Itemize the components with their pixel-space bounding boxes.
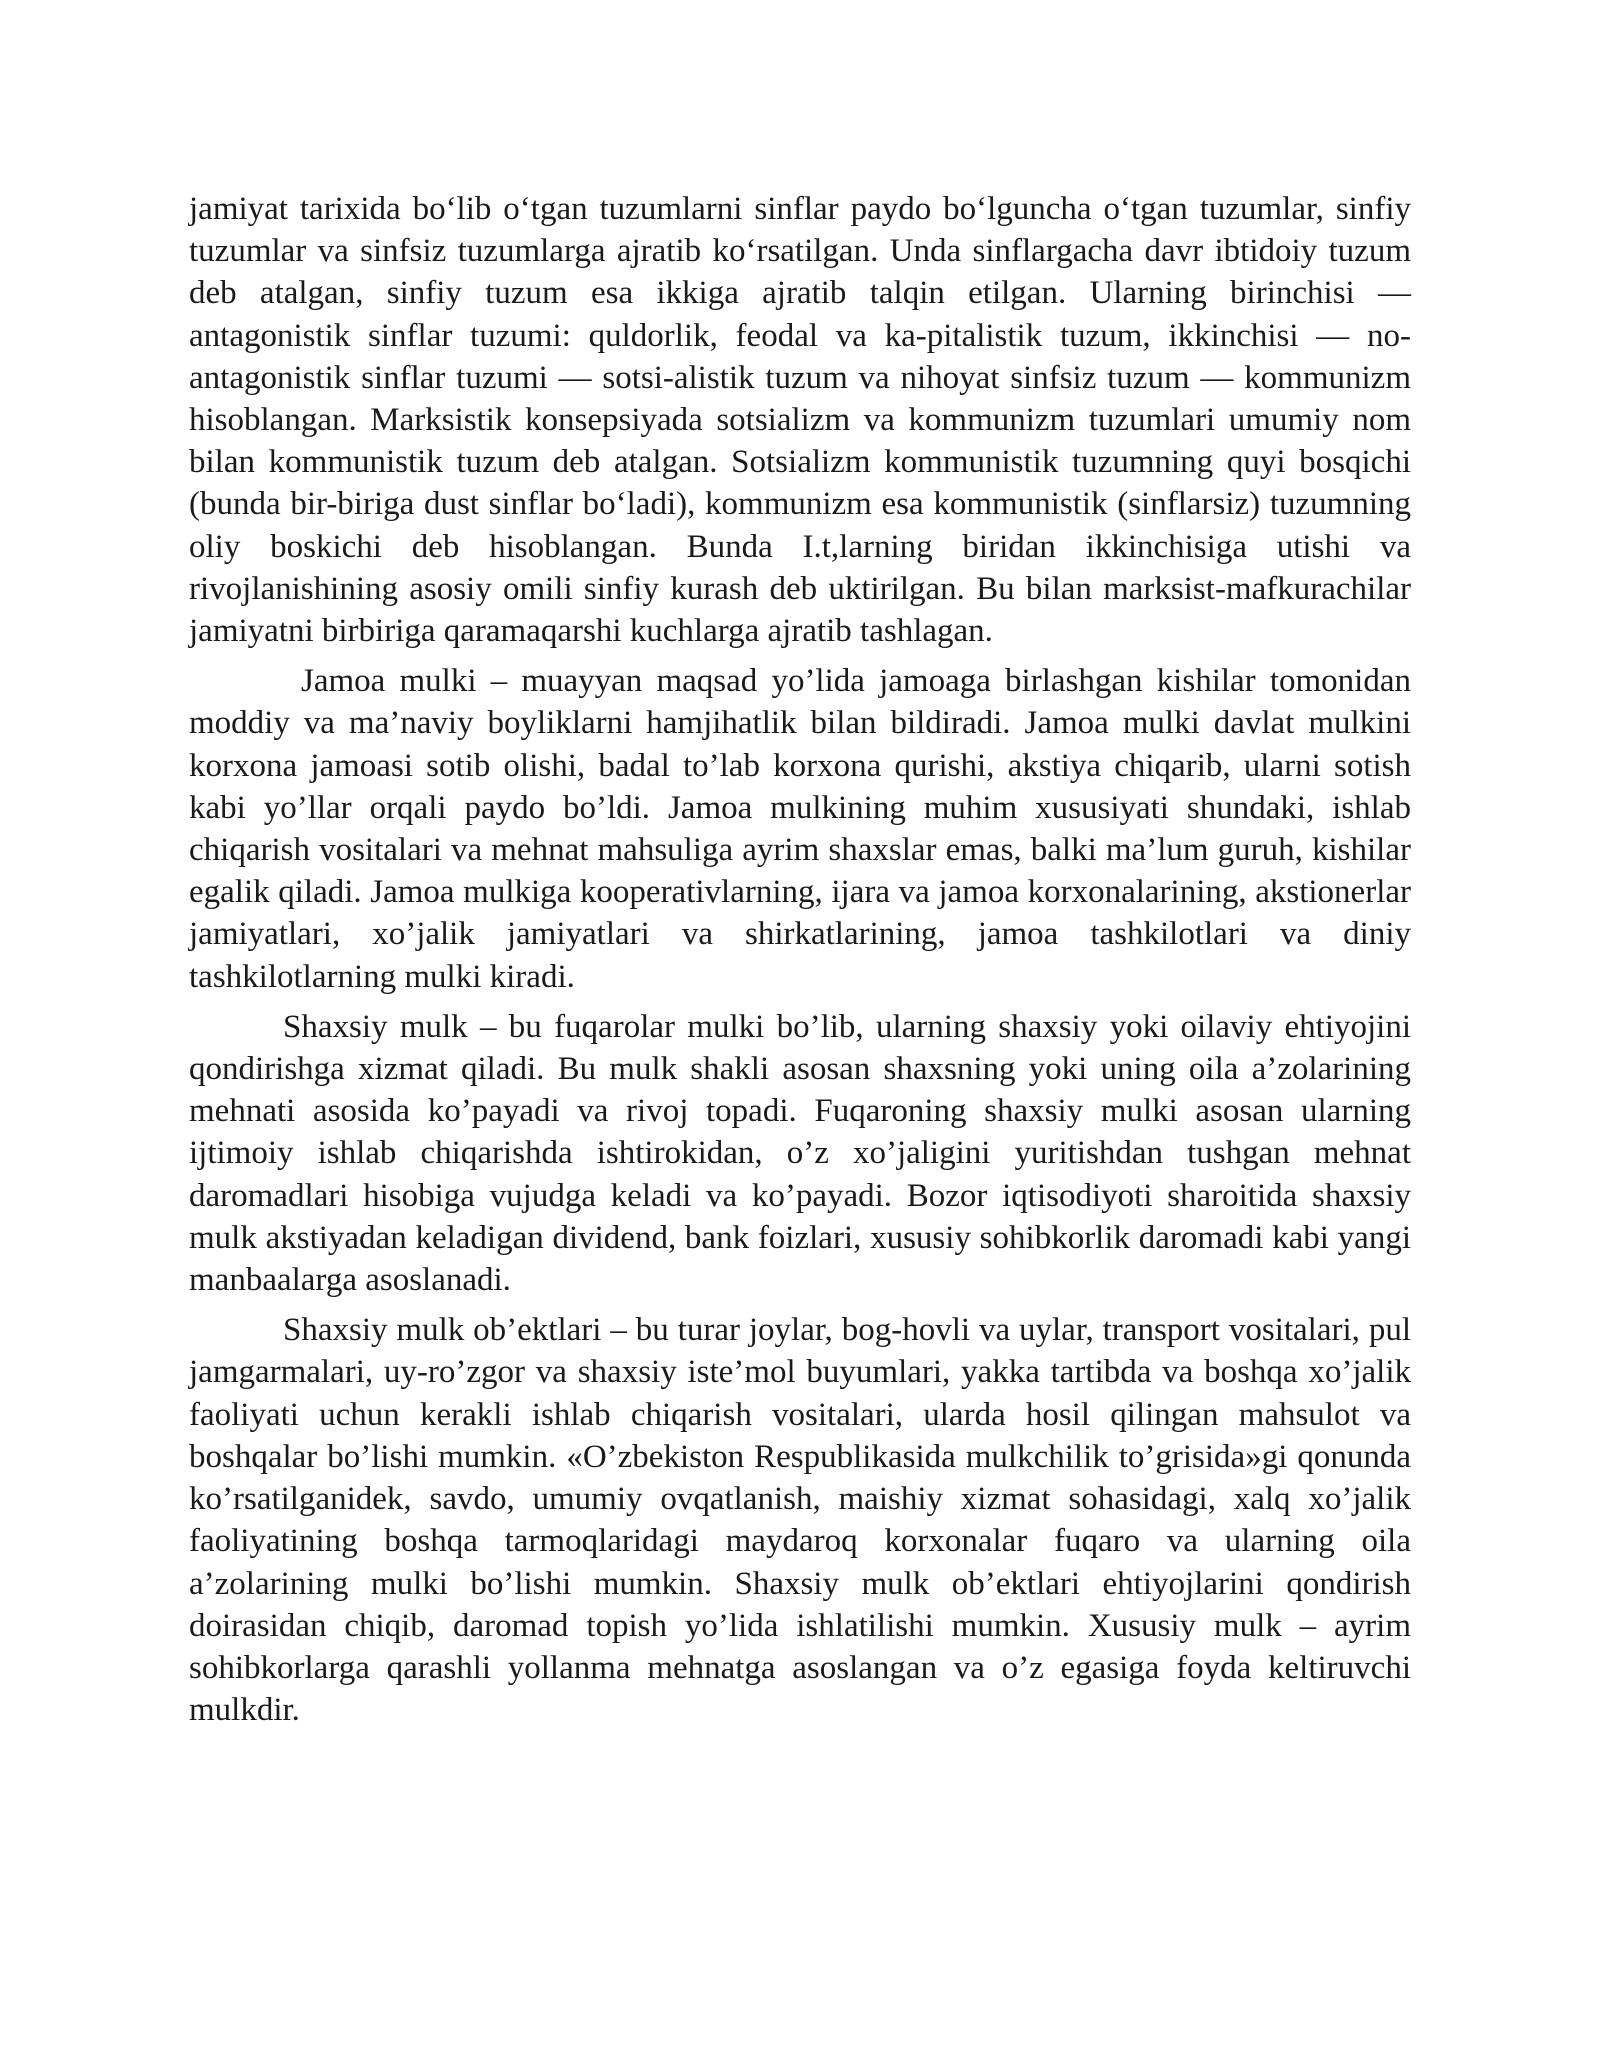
paragraph-personal-property: Shaxsiy mulk – bu fuqarolar mulki bo’lib, ularning shaxsiy yoki oilaviy ehtiyojini qondirishga xizmat qiladi. Bu mulk shakli asosan shaxsning yoki uning oila a’zolarining mehnati asosida ko’payadi va rivoj topadi. Fuqaroning shaxsiy mulki asosan ularning ijtimoiy ishlab chiqarishda ishtirokidan, o’z xo’jaligini yuritishdan tushgan mehnat daromadlari hisobiga vujudga keladi va ko’payadi. Bozor iqtisodiyoti sharoitida shaxsiy mulk akstiyadan keladigan dividend, bank foizlari, xususiy sohibkorlik daromadi kabi yangi manbaalarga asoslanadi. (189, 1008, 1411, 1299)
document-page (189, 188, 1411, 1739)
paragraph-class-theory: jamiyat tarixida bo‘lib o‘tgan tuzumlarni sinflar paydo bo‘lguncha o‘tgan tuzumlar, sinfiy tuzumlar va sinfsiz tuzumlarga ajratib ko‘rsatilgan. Unda sinflargacha davr ibtidoiy tuzum deb atalgan, sinfiy tuzum esa ikkiga ajratib talqin etilgan. Ularning birinchisi — antagonistik sinflar tuzumi: quldorlik, feodal va ka-pitalistik tuzum, ikkinchisi — no-antagonistik sinflar tuzumi — sotsi-alistik tuzum va nihoyat sinfsiz tuzum — kommunizm hisoblangan. Marksistik konsepsiyada sotsializm va kommunizm tuzumlari umumiy nom bilan kommunistik tuzum deb atalgan. Sotsializm kommunistik tuzumning quyi bosqichi (bunda bir-biriga dust sinflar bo‘ladi), kommunizm esa kommunistik (sinflarsiz) tuzumning oliy boskichi deb hisoblangan. Bunda I.t,larning biridan ikkinchisiga utishi va rivojlanishining asosiy omili sinfiy kurash deb uktirilgan. Bu bilan marksist-mafkurachilar jamiyatni birbiriga qaramaqarshi kuchlarga ajratib tashlagan. (189, 191, 1411, 650)
paragraph-collective-property: Jamoa mulki – muayyan maqsad yo’lida jamoaga birlashgan kishilar tomonidan moddiy va ma’naviy boyliklarni hamjihatlik bilan bildiradi. Jamoa mulki davlat mulkini korxona jamoasi sotib olishi, badal to’lab korxona qurishi, akstiya chiqarib, ularni sotish kabi yo’llar orqali paydo bo’ldi. Jamoa mulkining muhim xususiyati shundaki, ishlab chiqarish vositalari va mehnat mahsuliga ayrim shaxslar emas, balki ma’lum guruh, kishilar egalik qiladi. Jamoa mulkiga kooperativlarning, ijara va jamoa korxonalarining, akstionerlar jamiyatlari, xo’jalik jamiyatlari va shirkatlarining, jamoa tashkilotlari va diniy tashkilotlarning mulki kiradi. (189, 663, 1411, 995)
paragraph-personal-property-objects: Shaxsiy mulk ob’ektlari – bu turar joylar, bog-hovli va uylar, transport vositalari, pul jamgarmalari, uy-ro’zgor va shaxsiy iste’mol buyumlari, yakka tartibda va boshqa xo’jalik faoliyati uchun kerakli ishlab chiqarish vositalari, ularda hosil qilingan mahsulot va boshqalar bo’lishi mumkin. «O’zbekiston Respublikasida mulkchilik to’grisida»gi qonunda ko’rsatilganidek, savdo, umumiy ovqatlanish, maishiy xizmat sohasidagi, xalq xo’jalik faoliyatining boshqa tarmoqlaridagi maydaroq korxonalar fuqaro va ularning oila a’zolarining mulki bo’lishi mumkin. Shaxsiy mulk ob’ektlari ehtiyojlarini qondirish doirasidan chiqib, daromad topish yo’lida ishlatilishi mumkin. Xususiy mulk – ayrim sohibkorlarga qarashli yollanma mehnatga asoslangan va o’z egasiga foyda keltiruvchi mulkdir. (189, 1312, 1411, 1729)
